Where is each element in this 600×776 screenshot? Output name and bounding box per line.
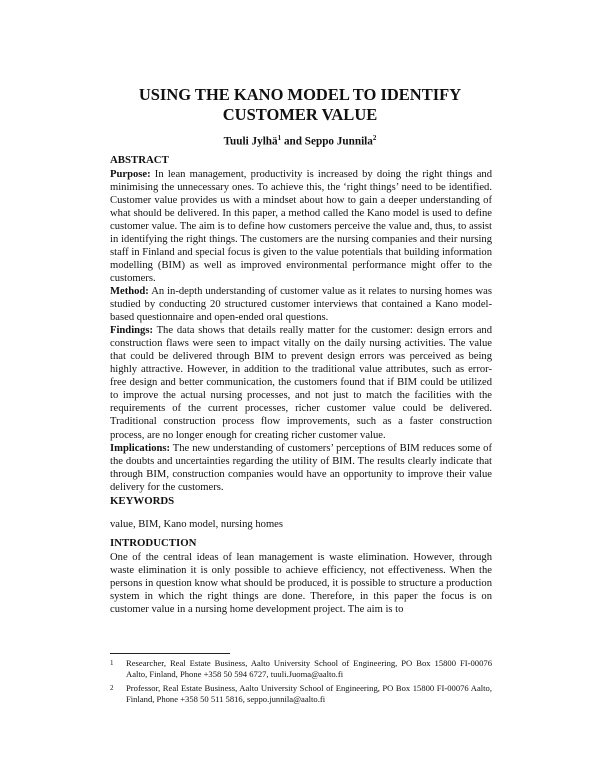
author-2-footnote-mark: 2 [372,134,377,142]
purpose-text: In lean management, productivity is increased by doing the right things and minimising the unnecessary ones. To achieve this, the ‘right things’ need to be identified. Customer value provides us with a mindset about how to gain a deeper understanding of what should be delivered. In this paper, a method called the Kano model is used to define customer value. The aim is to define how customers perceive the value and, thus, to assist in identifying the right things. The customers are the nursing companies and their nursing staff in Finland and special focus is given to the value potentials that building information modelling (BIM) as well as improved environmental performance might offer to the customers. [110,168,492,284]
footnote-2 [110,683,492,705]
footnote-number: 1 [110,659,114,667]
author-line [100,131,500,149]
implications-label: Implications: [110,442,171,454]
introduction-section [110,537,492,616]
abstract-implications [110,442,492,494]
method-text: An in-depth understanding of customer value as it relates to nursing homes was studied by conducting 20 structured customer interviews that contained a Kano model-based questionnaire and open-ended oral questions. [110,286,492,324]
abstract-section [110,154,492,494]
abstract-findings [110,324,492,441]
findings-text: The data shows that details really matter for the customer: design errors and construction flaws were seen to impact vitally on the daily nursing activities. The value that could be delivered through BIM to prevent design errors was perceived as being highly attractive. However, in addition to the traditional value attributes, such as error-free design and better communication, the customers found that if BIM could be utilized to improve the actual nursing processes, and not just to match the facilities with the requirements of the current processes, richer customer value could be delivered. Traditional construction process flow improvements, such as a faster construction process, are no longer enough for creating richer customer value. [110,325,492,441]
keywords-heading: KEYWORDS [110,495,175,507]
keywords-text: value, BIM, Kano model, nursing homes [110,518,284,530]
footnote-text: Researcher, Real Estate Business, Aalto University School of Engineering, PO Box 15800 FI-00076 Aalto, Finland, Phone +358 50 594 6727, tuuli.Juoma@aalto.fi [126,658,492,679]
footnote-divider [110,653,230,654]
method-label: Method: [110,286,149,298]
author-1: Tuuli Jylhä [223,135,278,148]
author-joiner: and [281,135,305,148]
abstract-heading: ABSTRACT [110,154,169,166]
findings-label: Findings: [110,325,153,337]
author-1-footnote-mark: 1 [277,134,282,142]
abstract-method [110,285,492,324]
introduction-heading: INTRODUCTION [110,537,197,549]
footnote-1 [110,658,492,680]
introduction-text: One of the central ideas of lean management is waste elimination. However, through waste elimination it is only possible to achieve efficiency, not effectiveness. When the persons in question know what should be produced, it is possible to structure a production system in which the right things are done. Therefore, in this paper the focus is on customer value in a nursing home development project. The aim is to [110,551,492,615]
author-2: Seppo Junnila [304,135,373,148]
footnote-number: 2 [110,684,114,692]
keywords-section [110,495,492,531]
footnote-text: Professor, Real Estate Business, Aalto University School of Engineering, PO Box 15800 FI-00076 Aalto, Finland, Phone +358 50 511 5816, seppo.junnila@aalto.fi [126,683,492,704]
footnotes [110,658,492,708]
purpose-label: Purpose: [110,168,151,180]
abstract-purpose [110,168,492,285]
paper-title: USING THE KANO MODEL TO IDENTIFY CUSTOMER VALUE [138,85,462,124]
implications-text: The new understanding of customers’ perceptions of BIM reduces some of the doubts and uncertainties regarding the utility of BIM. The results clearly indicate that through BIM, construction companies would have an opportunity to improve their value delivery for the customers. [110,442,492,493]
